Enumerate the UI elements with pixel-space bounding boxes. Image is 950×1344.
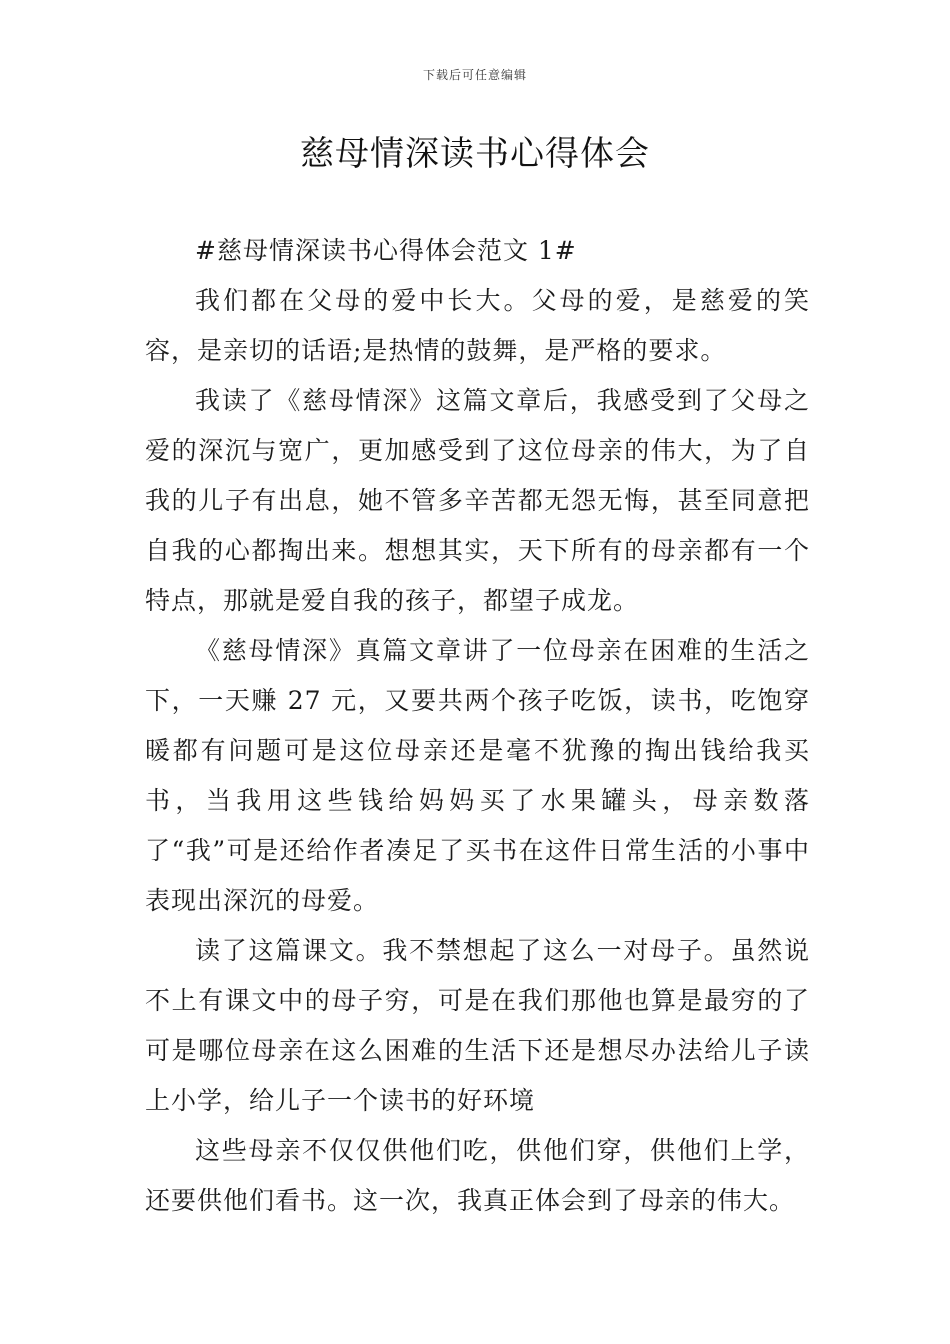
paragraph: 我读了《慈母情深》这篇文章后，我感受到了父母之爱的深沉与宽广，更加感受到了这位母亲的伟大，为了自我的儿子有出息，她不管多辛苦都无怨无悔，甚至同意把自我的心都掏出来。想想其实，天下所有的母亲都有一个特点，那就是爱自我的孩子，都望子成龙。 (145, 386, 810, 615)
section-heading: #慈母情深读书心得体会范文 1# (195, 236, 577, 265)
document-body (145, 226, 810, 1226)
paragraph: 我们都在父母的爱中长大。父母的爱，是慈爱的笑容，是亲切的话语;是热情的鼓舞，是严格的要求。 (145, 286, 810, 365)
paragraph: 读了这篇课文。我不禁想起了这么一对母子。虽然说不上有课文中的母子穷，可是在我们那他也算是最穷的了可是哪位母亲在这么困难的生活下还是想尽办法给儿子读上小学，给儿子一个读书的好环境 (145, 936, 810, 1115)
paragraph: 这些母亲不仅仅供他们吃，供他们穿，供他们上学，还要供他们看书。这一次，我真正体会到了母亲的伟大。 (145, 1136, 810, 1215)
document-title: 慈母情深读书心得体会 (300, 134, 650, 174)
paragraph: 《慈母情深》真篇文章讲了一位母亲在困难的生活之下，一天赚 27 元，又要共两个孩子吃饭，读书，吃饱穿暖都有问题可是这位母亲还是毫不犹豫的掏出钱给我买书，当我用这些钱给妈妈买了水果罐头，母亲数落了“我”可是还给作者凑足了买书在这件日常生活的小事中表现出深沉的母爱。 (145, 636, 810, 915)
header-note: 下载后可任意编辑 (422, 68, 527, 82)
